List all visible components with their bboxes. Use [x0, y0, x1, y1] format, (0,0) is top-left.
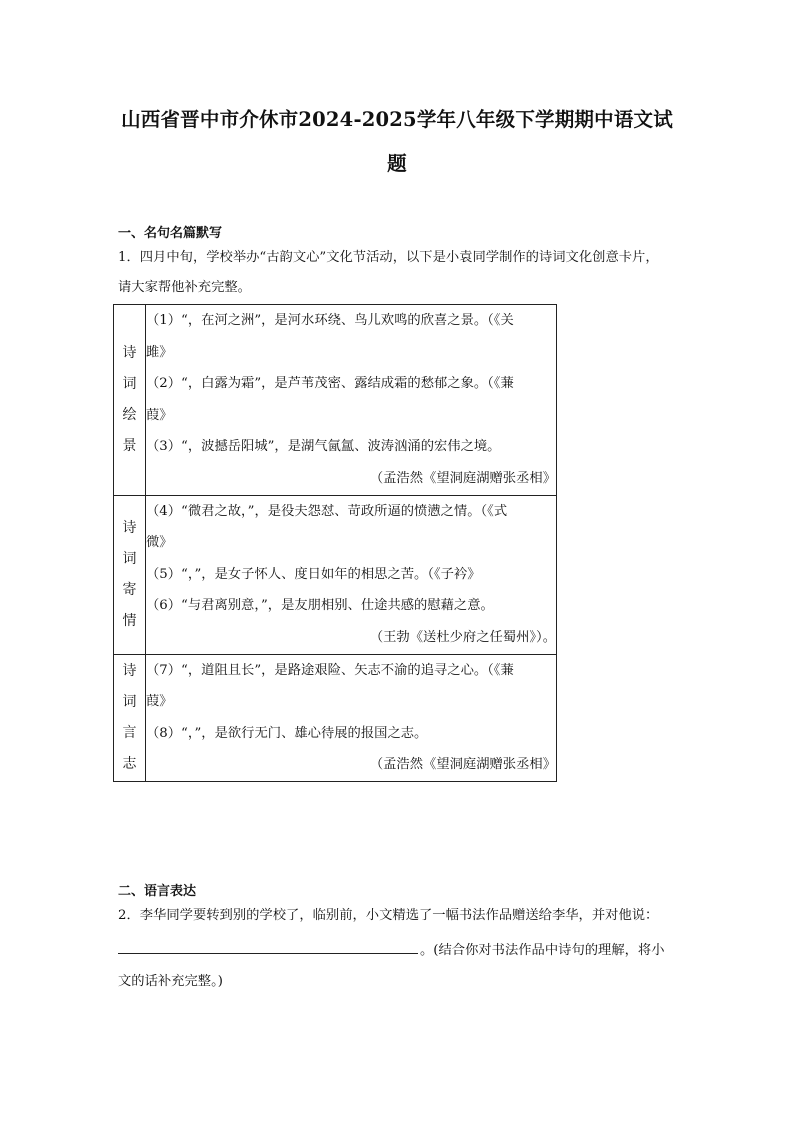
card-source: （孟浩然《望洞庭湖赠张丞相》 [369, 757, 556, 772]
question-1-line-2: 请大家帮他补充完整。 [118, 280, 251, 295]
question-2-line-3: 文的话补充完整。) [118, 974, 223, 989]
card-line: （6）“与君离别意，”，是友朋相别、仕途共感的慰藉之意。 [146, 598, 494, 613]
card-line: 葭》 [146, 407, 173, 423]
question-1-stem [118, 248, 698, 298]
card-row-scenery [114, 305, 557, 496]
card-line: （7）“，道阻且长”，是路途艰险、矢志不渝的追寻之心。（《蒹 [146, 662, 514, 678]
card-row-emotion [114, 495, 557, 654]
card-category-aspiration: 诗 词 言 志 [114, 654, 146, 782]
card-line: 葭》 [146, 694, 173, 709]
card-source: （孟浩然《望洞庭湖赠张丞相》 [369, 470, 556, 486]
question-2-line-2 [118, 938, 698, 961]
section-2-heading: 二、语言表达 [118, 884, 197, 899]
card-line: （4）“微君之故，”，是役夫怨怼、苛政所逼的愤懑之情。（《式 [146, 503, 508, 519]
card-source: （王勃《送杜少府之任蜀州》）。 [369, 629, 556, 645]
card-content-emotion [146, 495, 557, 654]
card-content-aspiration [146, 654, 557, 782]
card-line: （3）“，波撼岳阳城”，是湖气氤氲、波涛汹涌的宏伟之境。 [146, 439, 501, 454]
exam-title: 山西省晋中市介休市2024-2025学年八年级下学期期中语文试 [121, 108, 673, 131]
card-category-scenery: 诗 词 绘 景 [114, 305, 146, 496]
card-line: （5）“，”，是女子怀人、度日如年的相思之苦。（《子衿》 [146, 566, 481, 582]
card-line: （1）“，在河之洲”，是河水环绕、鸟儿欢鸣的欣喜之景。（《关 [146, 313, 514, 328]
question-1-line-1: 1．四月中旬，学校举办“古韵文心”文化节活动，以下是小袁同学制作的诗词文化创意卡片， [118, 250, 659, 265]
card-line: （2）“，白露为霜”，是芦苇茂密、露结成霜的愁郁之象。（《蒹 [146, 376, 514, 391]
poetry-card-table [113, 304, 557, 782]
question-2-line-2-text: 。(结合你对书法作品中诗句的理解，将小 [420, 943, 665, 958]
question-2-line-1: 2．李华同学要转到别的学校了，临别前，小文精选了一幅书法作品赠送给李华，并对他说： [118, 908, 659, 923]
exam-title-continued: 题 [387, 152, 407, 175]
card-line: （8）“，”，是欲行无门、雄心待展的报国之志。 [146, 725, 428, 741]
card-line: 雎》 [146, 344, 173, 360]
card-row-aspiration [114, 654, 557, 782]
section-1-heading: 一、名句名篇默写 [118, 226, 223, 241]
card-category-emotion: 诗 词 寄 情 [114, 495, 146, 654]
card-line: 微》 [146, 535, 173, 550]
answer-blank[interactable] [118, 938, 418, 954]
card-content-scenery [146, 305, 557, 496]
question-2-stem [118, 906, 698, 992]
